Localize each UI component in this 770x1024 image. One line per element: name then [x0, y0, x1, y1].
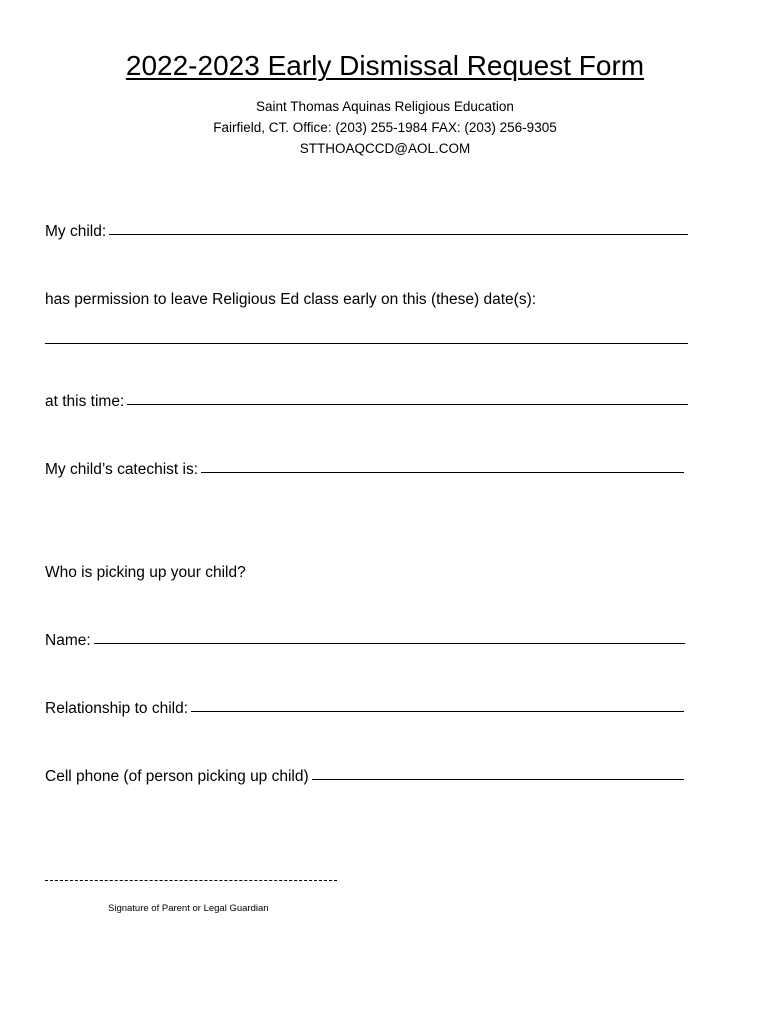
child-name-field[interactable]	[45, 221, 688, 243]
relationship-label: Relationship to child:	[45, 700, 189, 717]
permission-dates-blank[interactable]	[45, 343, 688, 344]
dismissal-time-blank[interactable]	[127, 403, 688, 405]
organization-name: Saint Thomas Aquinas Religious Education	[256, 99, 514, 114]
child-name-label: My child:	[45, 223, 107, 240]
contact-email: STTHOAQCCD@AOL.COM	[299, 141, 471, 156]
signature-line[interactable]	[45, 880, 337, 881]
pickup-name-field[interactable]	[45, 630, 685, 652]
pickup-question: Who is picking up your child?	[45, 564, 246, 581]
permission-dates-label: has permission to leave Religious Ed class early on this (these) date(s):	[45, 291, 537, 308]
form-title: 2022-2023 Early Dismissal Request Form	[125, 50, 645, 81]
relationship-blank[interactable]	[191, 710, 684, 712]
cell-phone-field[interactable]	[45, 766, 684, 788]
signature-label: Signature of Parent or Legal Guardian	[108, 903, 269, 914]
relationship-field[interactable]	[45, 698, 684, 720]
contact-info: Fairfield, CT. Office: (203) 255-1984 FAX: (203) 256-9305	[213, 120, 557, 135]
cell-phone-label: Cell phone (of person picking up child)	[45, 768, 309, 785]
catechist-field[interactable]	[45, 459, 684, 481]
cell-phone-blank[interactable]	[312, 778, 684, 780]
catechist-blank[interactable]	[201, 471, 684, 473]
dismissal-time-field[interactable]	[45, 391, 688, 413]
catechist-label: My child’s catechist is:	[45, 461, 199, 478]
child-name-blank[interactable]	[109, 233, 688, 235]
pickup-name-blank[interactable]	[94, 642, 685, 644]
pickup-name-label: Name:	[45, 632, 91, 649]
dismissal-time-label: at this time:	[45, 393, 125, 410]
